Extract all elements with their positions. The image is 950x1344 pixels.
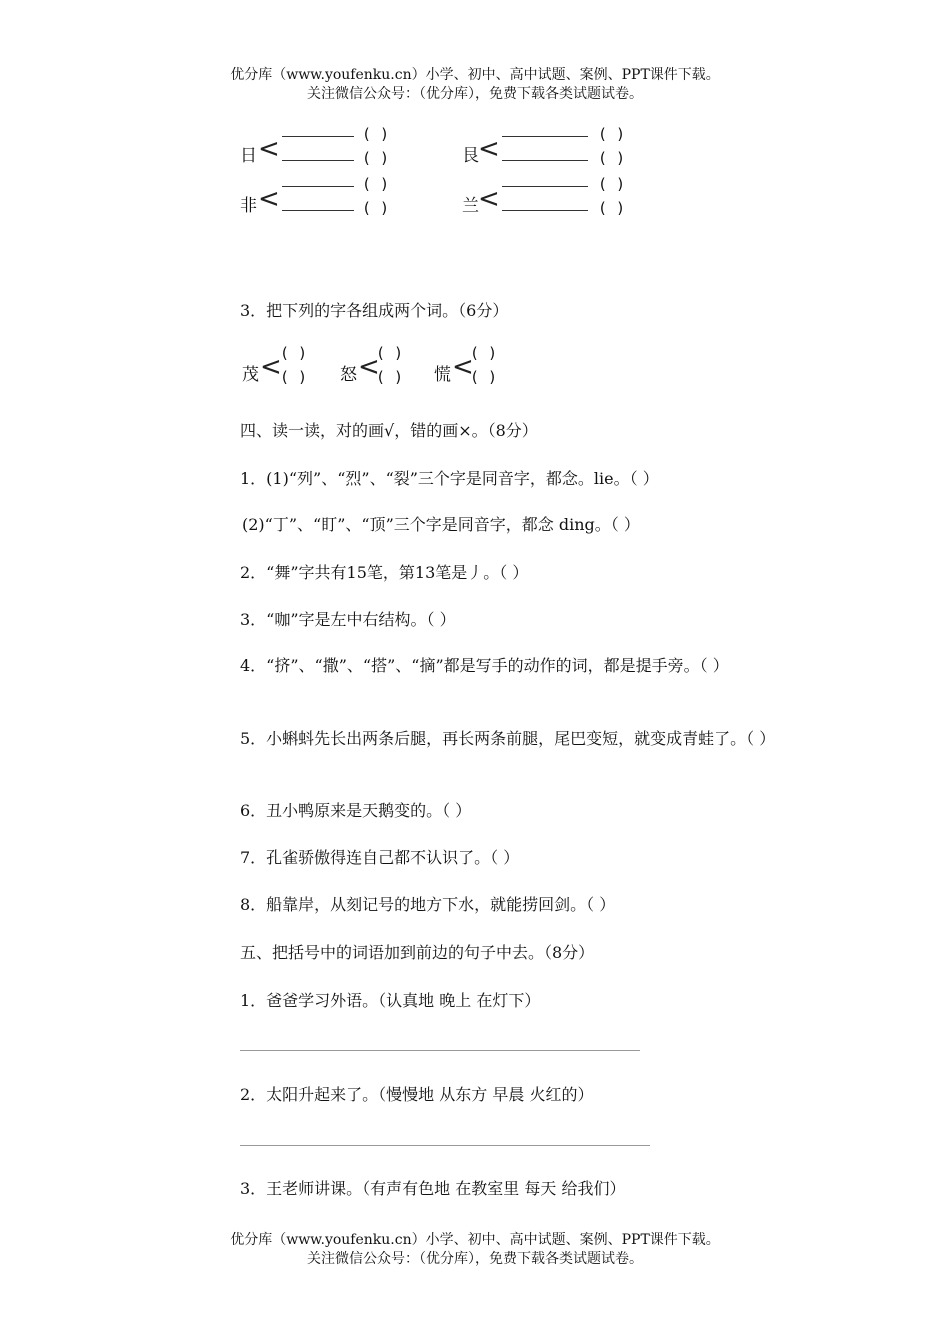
answer-paren[interactable]: ( ) (598, 125, 626, 143)
blank-line[interactable] (282, 136, 354, 137)
sentence-question-2: 2．太阳升起来了。（慢慢地 从东方 早晨 火红的） (240, 1085, 594, 1104)
blank-line[interactable] (502, 160, 588, 161)
answer-paren[interactable]: ( ) (280, 368, 308, 386)
answer-paren[interactable]: ( ) (376, 368, 404, 386)
question-8: 8．船靠岸，从刻记号的地方下水，就能捞回剑。（ ） (240, 895, 616, 914)
branch-bracket-icon: < (452, 352, 474, 382)
char-mao: 茂 (242, 365, 259, 385)
blank-line[interactable] (282, 186, 354, 187)
answer-paren[interactable]: ( ) (362, 199, 390, 217)
answer-paren[interactable]: ( ) (362, 149, 390, 167)
answer-paren[interactable]: ( ) (598, 149, 626, 167)
answer-paren[interactable]: ( ) (598, 175, 626, 193)
radical-ri: 日 (240, 146, 257, 166)
answer-line[interactable] (240, 1145, 650, 1146)
question-6: 6．丑小鸭原来是天鹅变的。（ ） (240, 801, 472, 820)
section3-title: 3．把下列的字各组成两个词。（6分） (240, 301, 509, 320)
footer-line-1: 优分库（www.youfenku.cn）小学、初中、高中试题、案例、PPT课件下载。 (230, 1232, 720, 1248)
blank-line[interactable] (282, 160, 354, 161)
branch-bracket-icon: < (358, 352, 380, 382)
radical-lan: 兰 (462, 196, 479, 216)
char-nu: 怒 (340, 365, 357, 385)
blank-line[interactable] (502, 136, 588, 137)
question-5: 5．小蝌蚪先长出两条后腿，再长两条前腿，尾巴变短，就变成青蛙了。（ ） (240, 729, 776, 748)
char-huang: 慌 (434, 365, 451, 385)
branch-bracket-icon: < (258, 134, 280, 164)
branch-bracket-icon: < (258, 184, 280, 214)
radical-gen: 艮 (462, 146, 479, 166)
answer-paren[interactable]: ( ) (470, 368, 498, 386)
answer-paren[interactable]: ( ) (470, 344, 498, 362)
answer-paren[interactable]: ( ) (362, 175, 390, 193)
branch-bracket-icon: < (478, 184, 500, 214)
answer-line[interactable] (240, 1050, 640, 1051)
header-line-2: 关注微信公众号：（优分库），免费下载各类试题试卷。 (307, 86, 643, 102)
radical-fei: 非 (240, 196, 257, 216)
answer-paren[interactable]: ( ) (376, 344, 404, 362)
blank-line[interactable] (502, 210, 588, 211)
branch-bracket-icon: < (478, 134, 500, 164)
sentence-question-1: 1．爸爸学习外语。（认真地 晚上 在灯下） (240, 991, 541, 1010)
header-line-1: 优分库（www.youfenku.cn）小学、初中、高中试题、案例、PPT课件下载。 (230, 67, 720, 83)
answer-paren[interactable]: ( ) (362, 125, 390, 143)
answer-paren[interactable]: ( ) (280, 344, 308, 362)
section4-title: 四、读一读，对的画√，错的画×。（8分） (240, 421, 538, 440)
question-7: 7．孔雀骄傲得连自己都不认识了。（ ） (240, 848, 520, 867)
branch-bracket-icon: < (260, 352, 282, 382)
answer-paren[interactable]: ( ) (598, 199, 626, 217)
question-2: 2．“舞”字共有15笔，第13笔是丿。（ ） (240, 563, 529, 582)
blank-line[interactable] (502, 186, 588, 187)
section5-title: 五、把括号中的词语加到前边的句子中去。（8分） (240, 943, 595, 962)
footer-line-2: 关注微信公众号：（优分库），免费下载各类试题试卷。 (307, 1251, 643, 1267)
blank-line[interactable] (282, 210, 354, 211)
sentence-question-3: 3．王老师讲课。（有声有色地 在教室里 每天 给我们） (240, 1179, 626, 1198)
question-4: 4．“挤”、“撒”、“搭”、“摘”都是写手的动作的词，都是提手旁。（ ） (240, 656, 729, 675)
question-1-1: 1．(1)“列”、“烈”、“裂”三个字是同音字，都念。lie。（ ） (240, 469, 659, 488)
question-1-2: (2)“丁”、“盯”、“顶”三个字是同音字，都念 ding。（ ） (242, 515, 640, 534)
question-3: 3．“咖”字是左中右结构。（ ） (240, 610, 456, 629)
